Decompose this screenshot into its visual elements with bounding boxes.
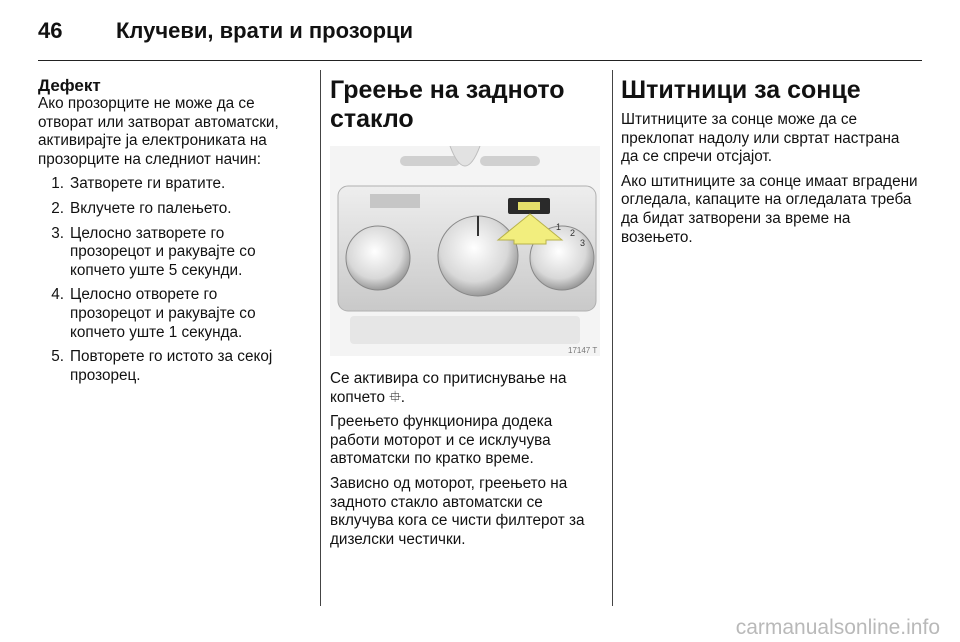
column-sun-visors [621,76,921,253]
section-heading-malfunction: Дефект [38,76,101,95]
rear-heating-dpf-text: Зависно од моторот, греењето на задното стакло автоматски се вклучува кога се чисти филтерот за дизелски честички. [330,474,585,548]
list-item: 3. Целосно затворете го прозорецот и ракувајте со копчето уште 5 секунди. [51,224,256,279]
sun-visors-text-2: Ако штитниците за сонце имаат вградени огледала, капаците на огледалата треба да бидат затворени за време на возењето. [621,172,918,246]
malfunction-intro: Ако прозорците не може да се отворат или затворат автоматски, активирајте ја електрониката на прозорците на следниот начин: [38,95,279,168]
fan-knob [346,226,410,290]
chapter-title: Клучеви, врати и прозорци [116,18,414,43]
column-malfunction [38,76,300,391]
column-rear-window-heating [330,76,602,555]
watermark: carmanualsonline.info [735,616,940,639]
svg-text:2: 2 [570,228,576,238]
sun-visors-text-1: Штитниците за сонце може да се преклопат надолу или свртат настрана да се спречи отсјајот. [621,111,900,166]
svg-text:3: 3 [580,238,586,248]
header-rule [38,60,922,61]
list-item: 5. Повторете го истото за секој прозорец. [51,348,273,384]
section-heading-rear-heating: Греење на задното стакло [330,76,565,133]
list-item: 4. Целосно отворете го прозорецот и ракувајте со копчето уште 1 секунда. [51,286,256,341]
column-divider-1 [320,70,321,606]
column-divider-2 [612,70,613,606]
list-item: 2. Вклучете го палењето. [51,199,232,217]
svg-text:1: 1 [556,222,562,232]
section-heading-sun-visors: Штитници за сонце [621,76,861,104]
climate-panel-illustration [330,146,600,356]
rear-heating-function-text: Греењето функционира додека работи моторот и се исклучува автоматски по кратко време. [330,413,553,468]
list-item: 1. Затворете ги вратите. [51,175,226,193]
rear-heat-icon: ⯐ [389,388,401,406]
rear-heating-activation-text: Се активира со притиснување на копчето ⯐. [330,370,567,406]
steps-list [38,175,300,385]
climate-control-figure [330,146,600,356]
figure-code: 17147 T [568,346,598,355]
page-number: 46 [38,18,63,43]
page-header [38,18,413,50]
